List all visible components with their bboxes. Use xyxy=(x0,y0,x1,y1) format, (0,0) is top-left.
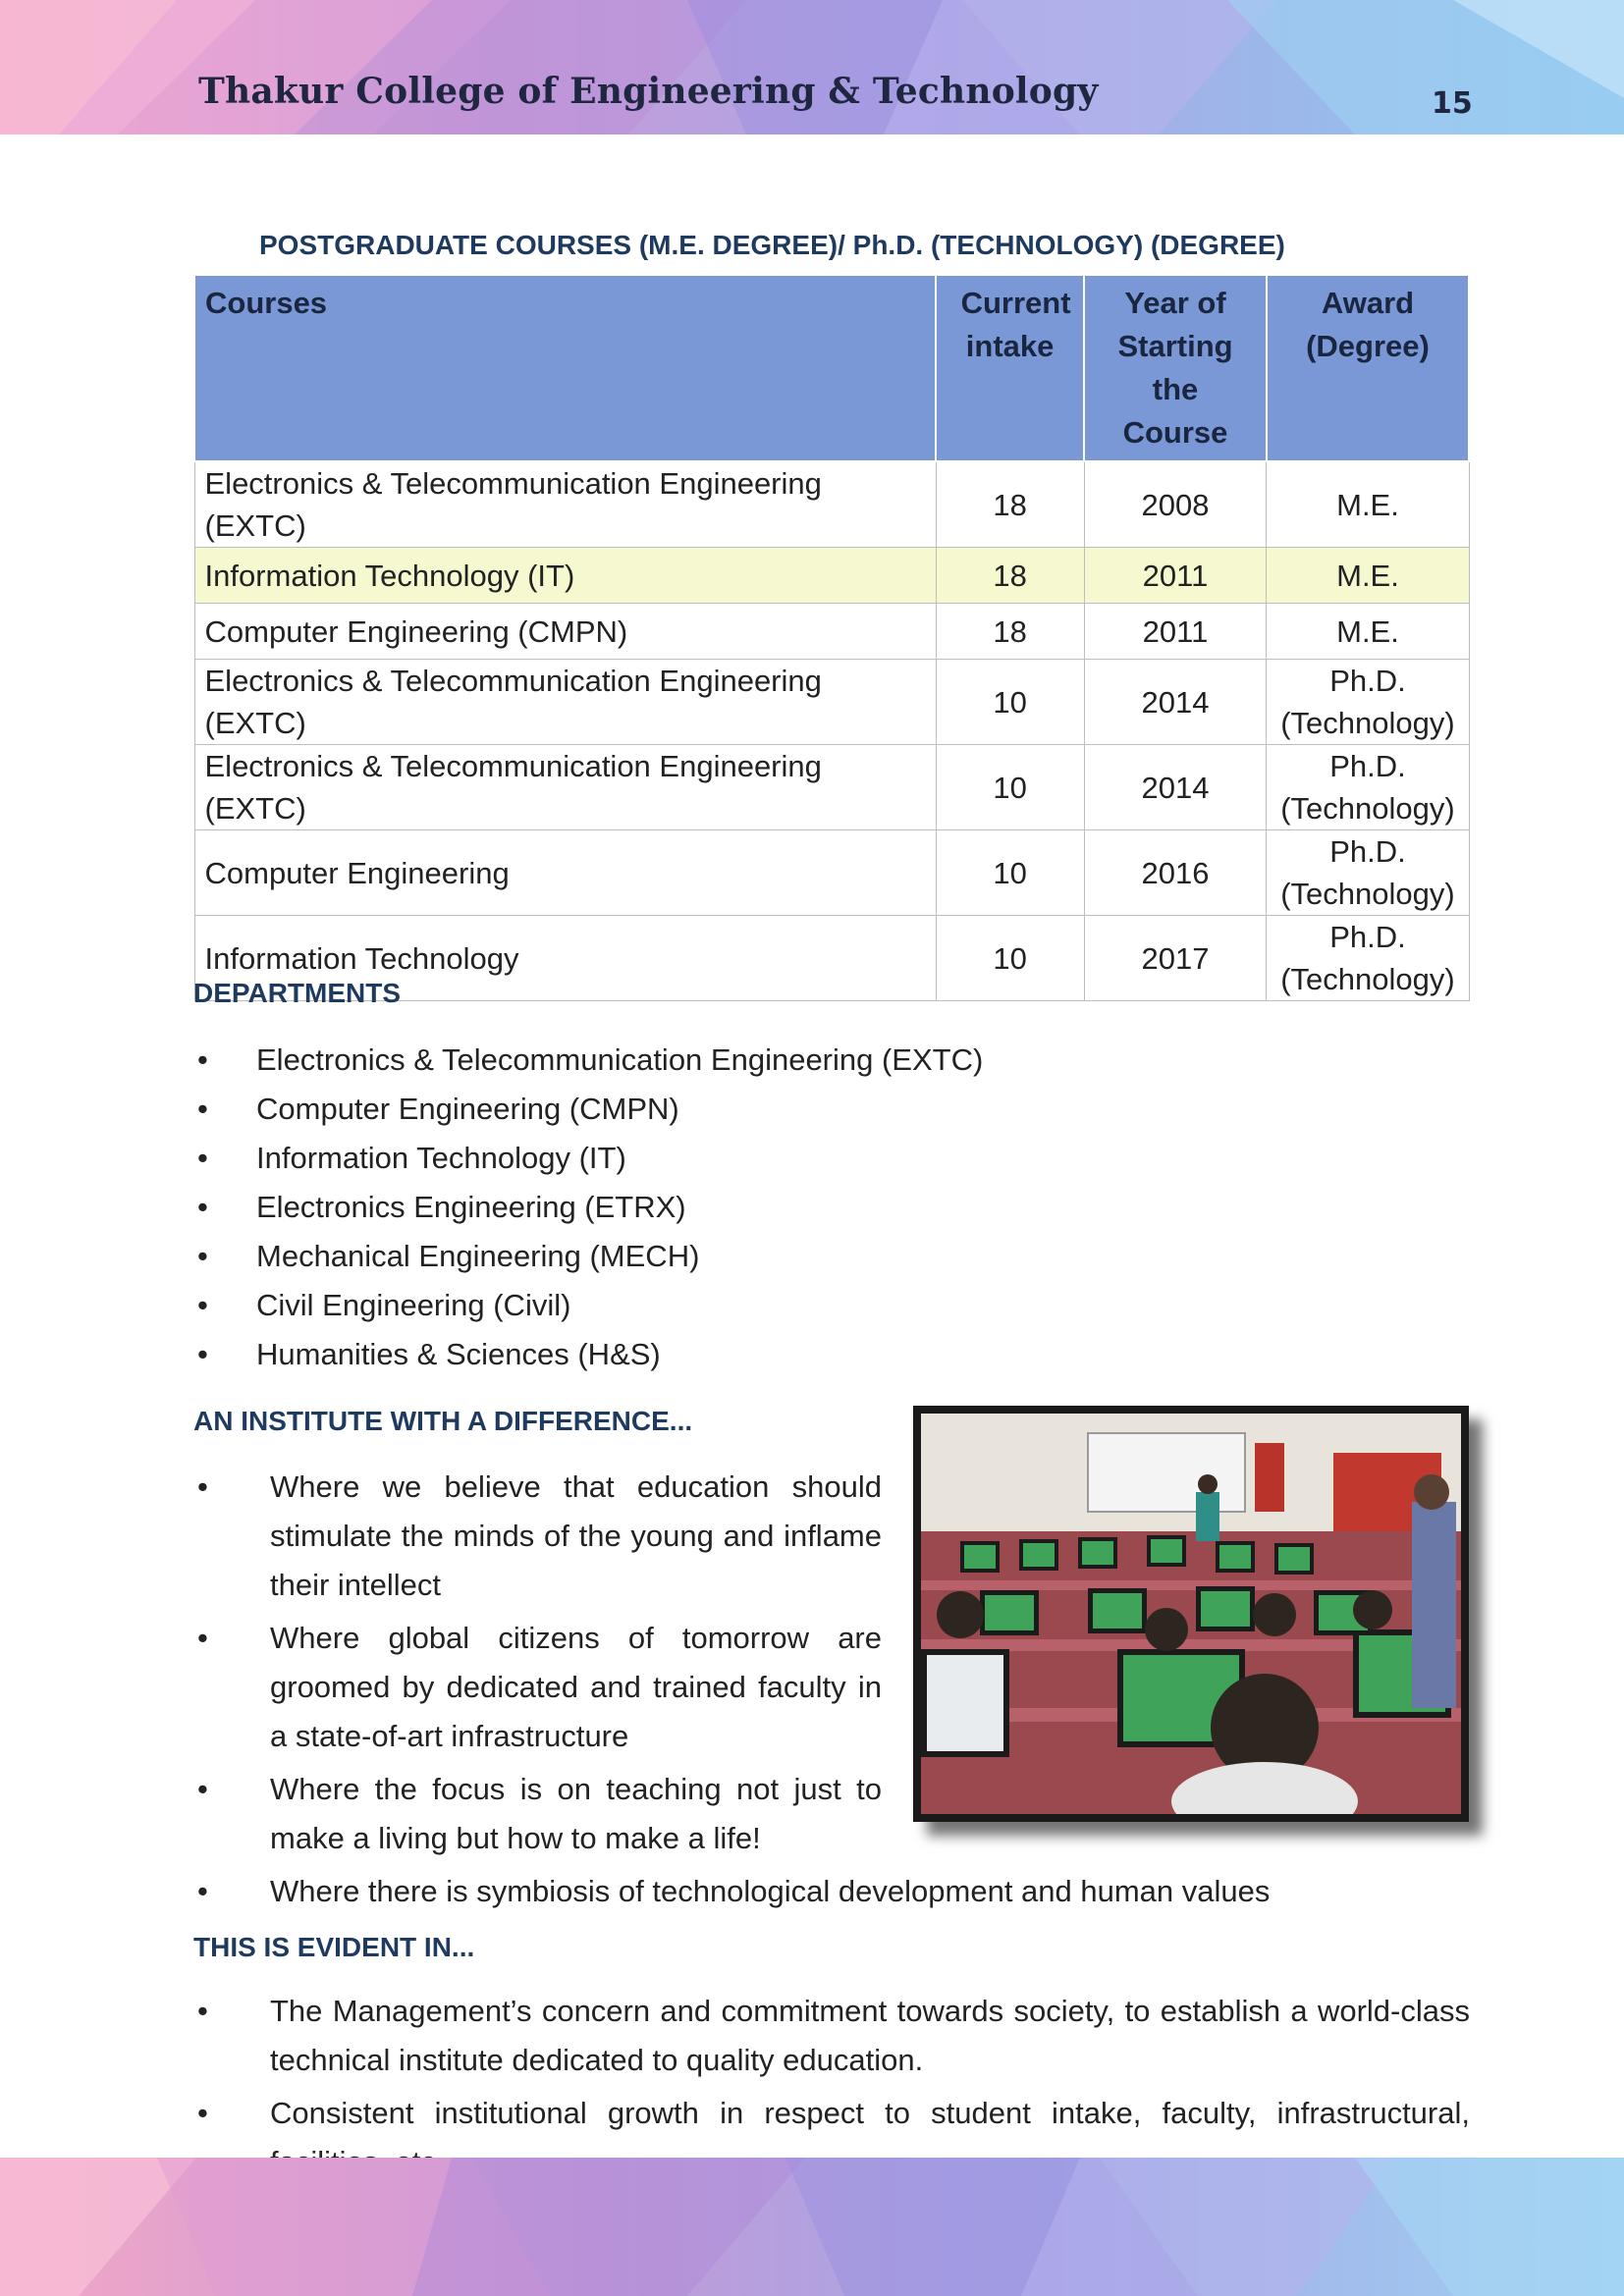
list-item: • Electronics & Telecommunication Engineering (EXTC) xyxy=(193,1036,983,1085)
header-banner xyxy=(0,0,1624,134)
cell-intake: 18 xyxy=(936,548,1084,604)
table-row xyxy=(194,830,1469,916)
list-item: • Information Technology (IT) xyxy=(193,1134,983,1183)
cell-award: M.E. xyxy=(1267,548,1469,604)
cell-course: Electronics & Telecommunication Engineering (EXTC) xyxy=(194,745,936,830)
cell-intake: 18 xyxy=(936,604,1084,660)
cell-award: Ph.D. (Technology) xyxy=(1267,745,1469,830)
cell-year: 2016 xyxy=(1084,830,1267,916)
list-item: • Mechanical Engineering (MECH) xyxy=(193,1232,983,1281)
list-item: • Where we believe that education should stimulate the minds of the young and inflame their intellect xyxy=(193,1463,882,1610)
list-item: • Electronics Engineering (ETRX) xyxy=(193,1183,983,1232)
cell-award: Ph.D. (Technology) xyxy=(1267,660,1469,745)
page-number: 15 xyxy=(1432,86,1473,121)
cell-year: 2014 xyxy=(1084,745,1267,830)
column-header-year: Year of Starting the Course xyxy=(1084,275,1267,461)
pg-courses-heading: POSTGRADUATE COURSES (M.E. DEGREE)/ Ph.D. (TECHNOLOGY) (DEGREE) xyxy=(259,230,1285,260)
list-item: • Humanities & Sciences (H&S) xyxy=(193,1330,983,1379)
cell-year: 2011 xyxy=(1084,548,1267,604)
cell-award: Ph.D. (Technology) xyxy=(1267,916,1469,1001)
departments-heading: DEPARTMENTS xyxy=(193,978,402,1008)
evident-heading: THIS IS EVIDENT IN... xyxy=(193,1932,475,1962)
cell-award: M.E. xyxy=(1267,604,1469,660)
column-header-courses: Courses xyxy=(194,275,936,461)
list-item: • Where the focus is on teaching not just to make a living but how to make a life! xyxy=(193,1765,882,1863)
list-item: • Computer Engineering (CMPN) xyxy=(193,1085,983,1134)
cell-intake: 18 xyxy=(936,461,1084,548)
footer-geometric-background xyxy=(0,2158,1624,2296)
table-row xyxy=(194,660,1469,745)
cell-intake: 10 xyxy=(936,830,1084,916)
college-title: Thakur College of Engineering & Technology xyxy=(198,71,1099,112)
footer-banner xyxy=(0,2158,1624,2296)
cell-intake: 10 xyxy=(936,745,1084,830)
header-geometric-background xyxy=(0,0,1624,134)
cell-course: Information Technology xyxy=(194,916,936,1001)
departments-list xyxy=(193,1036,983,1379)
cell-award: Ph.D. (Technology) xyxy=(1267,830,1469,916)
cell-intake: 10 xyxy=(936,916,1084,1001)
table-row xyxy=(194,548,1469,604)
list-item: • Where global citizens of tomorrow are groomed by dedicated and trained faculty in a state-of-art infrastructure xyxy=(193,1614,882,1761)
list-item: • Consistent institutional growth in respect to student intake, faculty, infrastructural, xyxy=(193,2089,1470,2187)
cell-course: Electronics & Telecommunication Engineering (EXTC) xyxy=(194,461,936,548)
column-header-award: Award (Degree) xyxy=(1267,275,1469,461)
cell-year: 2017 xyxy=(1084,916,1267,1001)
cell-course: Computer Engineering (CMPN) xyxy=(194,604,936,660)
table-row xyxy=(194,461,1469,548)
list-item: • The Management’s concern and commitment towards society, to establish a world-class technical institute dedicated to quality education. xyxy=(193,1987,1470,2085)
cell-intake: 10 xyxy=(936,660,1084,745)
cell-course: Electronics & Telecommunication Engineering (EXTC) xyxy=(194,660,936,745)
cell-year: 2011 xyxy=(1084,604,1267,660)
cell-award: M.E. xyxy=(1267,461,1469,548)
difference-heading: AN INSTITUTE WITH A DIFFERENCE... xyxy=(193,1406,693,1436)
cell-year: 2014 xyxy=(1084,660,1267,745)
table-row xyxy=(194,604,1469,660)
table-row xyxy=(194,745,1469,830)
cell-course: Computer Engineering xyxy=(194,830,936,916)
cell-year: 2008 xyxy=(1084,461,1267,548)
column-header-intake: Current intake xyxy=(936,275,1084,461)
list-item: • Civil Engineering (Civil) xyxy=(193,1281,983,1330)
computer-lab-illustration xyxy=(921,1414,1461,1814)
computer-lab-photo xyxy=(913,1406,1469,1822)
cell-course: Information Technology (IT) xyxy=(194,548,936,604)
pg-courses-table xyxy=(193,274,1470,1001)
table-header-row xyxy=(194,275,1469,461)
list-item: • Where there is symbiosis of technological development and human values xyxy=(193,1867,1470,1916)
